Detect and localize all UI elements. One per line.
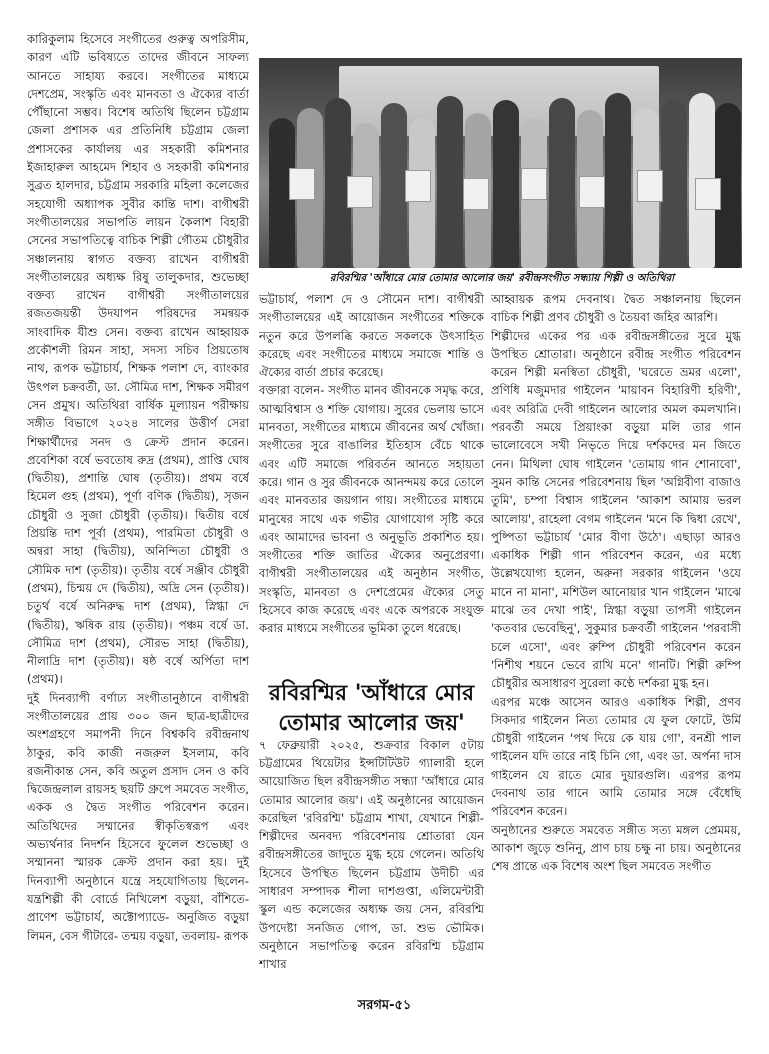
article-paragraph: আহ্বায়ক রূপম দেবনাথ। দ্বৈত সঞ্চালনায় ছিলেন বাচিক শিল্পী প্রণব চৌধুরী ও তৈয়বা জহির আরশি।: [491, 292, 741, 325]
person-figure: [661, 100, 687, 268]
article-paragraph: বক্তারা বলেন- সংগীত মানব জীবনকে সমৃদ্ধ করে, আত্মবিশ্বাস ও শক্তি যোগায়। সুরের ভেলায় ভাসে মানবতা, সংগীতের মাধ্যমে জীবনের অর্থ খোঁজা। সংগীতের সুরে বাঙালির ইতিহাস বেঁচে থাকে এবং এটি সমাজে পরিবর্তন আনতে সহায়তা করে। গান ও সুর জীবনকে আনন্দময় করে তোলে এবং মানবতার জয়গান গায়। সংগীতের মাধ্যমে মানুষের সাথে এক গভীর যোগাযোগ সৃষ্টি করে এবং আমাদের ভাবনা ও অনুভূতি প্রকাশিত হয়। সংগীতের শক্তি জাতির ঐক্যের অনুপ্রেরণা। বাগীশ্বরী সংগীতালয়ের এই অনুষ্ঠান সংগীত, সংস্কৃতি, মানবতা ও দেশপ্রেমের ঐক্যের সেতু হিসেবে কাজ করেছে এবং একে অপরকে সংযুক্ত করার মাধ্যমে সংগীতের ভূমিকা তুলে ধরেছে।: [259, 383, 484, 636]
article-paragraph: এরপর মঞ্চে আসেন আরও একাধিক শিল্পী, প্রণব সিকদার গাইলেন নিত্য তোমার যে ফুল ফোটে, উর্মি চৌধুরী গাইলেন 'পথ দিয়ে কে যায় গো', বনশ্রী পাল গাইলেন যদি তারে নাই চিনি গো, এবং ডা. অর্পনা দাস গাইলেন যে রাতে মোর দুয়ারগুলি। এরপর রূপম দেবনাথ তার গানে আমি তোমার সঙ্গে বেঁধেছি পরিবেশন করেন।: [491, 694, 741, 819]
article-paragraph: ভট্টাচার্য, পলাশ দে ও সৌমেন দাশ। বাগীশ্বরী সংগীতালয়ের এই আয়োজন সংগীতের শক্তিকে নতুন করে উপলব্ধি করতে সকলকে উৎসাহিত করেছে এবং সংগীতের মাধ্যমে সমাজে শান্তি ও ঐক্যের বার্তা প্রচার করেছে।: [259, 292, 484, 380]
article-headline: রবিরশ্মির 'আঁধারে মোর তোমার আলোর জয়': [268, 680, 475, 736]
article-paragraph: ৭ ফেব্রুয়ারী ২০২৫, শুক্রবার বিকাল ৫টায় চট্টগ্রামের থিয়েটার ইন্সটিটিউট গ্যালারী হলে আয়োজিত ছিল রবীন্দ্রসঙ্গীত সন্ধ্যা 'আঁধারে মোর তোমার আলোর জয়'। এই অনুষ্ঠানের আয়োজন করেছিল 'রবিরশ্মি' চট্টগ্রাম শাখা, যেখানে শিল্পী-শিল্পীদের অনবদ্য পরিবেশনায় শ্রোতারা যেন রবীন্দ্রসঙ্গীতের জাদুতে মুগ্ধ হয়ে গেলেন। অতিথি হিসেবে উপস্থিত ছিলেন চট্টগ্রাম উদীচী এর সাধারণ সম্পাদক শীলা দাশগুপ্তা, এলিমেন্টারী স্কুল এন্ড কলেজের অধ্যক্ষ জয় সেন, রবিরশ্মি উপদেষ্টা সনজিত গোপ, ডা. শুভ ভৌমিক। অনুষ্ঠানে সভাপতিত্ব করেন রবিরশ্মি চট্টগ্রাম শাখার: [259, 737, 484, 972]
book-prop: [637, 170, 663, 202]
photo-caption: রবিরশ্মির 'আঁধারে মোর তোমার আলোর জয়' রবীন্দ্রসংগীত সন্ধ্যায় শিল্পী ও অতিথিরা: [329, 273, 675, 284]
article-column-1: [27, 30, 249, 980]
article-paragraph: শিল্পীদের একের পর এক রবীন্দ্রসঙ্গীতের সুরে মুগ্ধ উপস্থিত শ্রোতারা। অনুষ্ঠানে রবীন্দ্র সংগীত পরিবেশন করেন শিল্পী মনস্বিতা চৌধুরী, 'ঘরেতে ভ্রমর এলো', প্রণিধি মজুমদার গাইলেন 'মায়াবন বিহারিণী হরিণী', এবং অরিত্রি দেবী গাইলেন আলোর অমল কমলখানি। পরবর্তী সময়ে প্রিয়াংকা বড়ুয়া মলি তার গান ভালোবেসে সখী নিভৃতে দিয়ে দর্শকদের মন জিতে নেন। মিথিলা ঘোষ গাইলেন 'তোমায় গান শোনাবো', সুমন কান্তি সেনের পরিবেশনায় ছিল 'অগ্নিবীণা বাজাও তুমি', চম্পা বিশ্বাস গাইলেন 'আকাশ আমায় ভরল আলোয়', রাহেলা বেগম গাইলেন 'মনে কি দ্বিধা রেখে', পুষ্পিতা ভট্টাচার্য 'মোর বীণা উঠে'। এছাড়া আরও একাধিক শিল্পী গান পরিবেশন করেন, এর মধ্যে উল্লেখযোগ্য হলেন, অরুনা সরকার গাইলেন 'ওযে মানে না মানা', মশিউল আনোয়ার খান গাইলেন 'মাঝে মাঝে তব দেখা পাই', স্নিগ্ধা বড়ুয়া তাপসী গাইলেন 'কতবার ভেবেছিনু', সুকুমার চক্রবর্তী গাইলেন 'পরবাসী চলে এসো', এবং রুম্পি চৌধুরী পরিবেশন করেন 'নিশীথ শয়নে ভেবে রাখি মনে' গানটি। শিল্পী রুম্পি চৌধুরীর অসাধারণ সুরেলা কণ্ঠে দর্শকরা মুগ্ধ হন।: [491, 328, 741, 691]
page-number: সরগম-৫১: [357, 998, 412, 1013]
person-figure: [437, 96, 463, 268]
book-prop: [405, 170, 431, 202]
article-paragraph: কারিকুলাম হিসেবে সংগীতের গুরুত্ব অপরিসীম, কারণ এটি ভবিষ্যতে তাদের জীবনে সাফল্য আনতে সাহায্য করবে। সংগীতের মাধ্যমে দেশপ্রেম, সংস্কৃতি এবং মানবতা ও ঐক্যের বার্তা পৌঁছানো সম্ভব। বিশেষ অতিথি ছিলেন চট্টগ্রাম জেলা প্রশাসক এর প্রতিনিধি চট্টগ্রাম জেলা প্রশাসকের কার্যালয় এর সহকারী কমিশনার ইজাহারুল আহমেদ শিহাব ও সহকারী কমিশনার সুব্রত হালদার, চট্টগ্রাম সরকারি মহিলা কলেজের সহযোগী অধ্যাপক সুবীর কান্তি দাশ। বাগীশ্বরী সংগীতালয়ের সভাপতি লায়ন কৈলাশ বিহারী সেনের সভাপতিত্বে বাচিক শিল্পী গৌতম চৌধুরীর সঞ্চালনায় স্বাগত বক্তব্য রাখেন বাগীশ্বরী সংগীতালয়ের অধ্যক্ষ রিষু তালুকদার, শুভেচ্ছা বক্তব্য রাখেন বাগীশ্বরী সংগীতালয়ের রজতজয়ন্তী উদযাপন পরিষদের সমন্বয়ক সাংবাদিক যীশু সেন। বক্তব্য রাখেন আহ্বায়ক প্রকৌশলী রিমন সাহা, সদস্য সচিব প্রিয়তোষ নাথ, রূপক ভট্টাচার্য, শিক্ষক পলাশ দে, ব্যাংকার উৎপল চক্রবর্তী, ডা. সৌমিত্র দাশ, শিক্ষক সমীরণ সেন প্রমুখ। অতিথিরা বার্ষিক মূল্যায়ন পরীক্ষায় সঙ্গীত বিভাগে ২০২৪ সালের উত্তীর্ণ সেরা শিক্ষার্থীদের সনদ ও ক্রেস্ট প্রদান করেন। প্রবেশিকা বর্ষে ভবতোষ রুদ্র (প্রথম), প্রাপ্তি ঘোষ (দ্বিতীয়), প্রশান্তি ঘোষ (তৃতীয়)। প্রথম বর্ষে হিমেল গুহ (প্রথম), পূর্ণা বণিক (দ্বিতীয়), সৃজন চৌধুরী ও সুজা চৌধুরী (তৃতীয়)। দ্বিতীয় বর্ষে প্রিয়ন্তি দাশ পূর্বা (প্রথম), পারমিতা চৌধুরী ও অন্বরা সাহা (দ্বিতীয়), অনিন্দিতা চৌধুরী ও সৌমিক দাশ (তৃতীয়)। তৃতীয় বর্ষে সঞ্জীব চৌধুরী (প্রথম), চিন্ময় দে (দ্বিতীয়), অদ্রি সেন (তৃতীয়)। চতুর্থ বর্ষে অনিরুদ্ধ দাশ (প্রথম), স্নিগ্ধা দে (দ্বিতীয়), ঋষিক রায় (তৃতীয়)। পঞ্চম বর্ষে ডা. সৌমিত্র দাশ (প্রথম), সৌরভ সাহা (দ্বিতীয়), নীলাদ্রি দাশ (তৃতীয়)। ষষ্ঠ বর্ষে অর্পিতা দাশ (প্রথম)।: [27, 32, 249, 687]
article-paragraph: দুই দিনব্যাপী বর্ণাঢ্য সংগীতানুষ্ঠানে বাগীশ্বরী সংগীতালয়ের প্রায় ৩০০ জন ছাত্র-ছাত্রীদের অংশগ্রহণে সমাপনী দিনে বিশ্বকবি রবীন্দ্রনাথ ঠাকুর, কবি কাজী নজরুল ইসলাম, কবি রজনীকান্ত সেন, কবি অতুল প্রসাদ সেন ও কবি দ্বিজেন্দ্রলাল রায়সহ ছয়টি গ্রুপে সমবেত সংগীত, একক ও দ্বৈত সংগীত পরিবেশন করেন। অতিথিদের সম্মানের স্বীকৃতিস্বরূপ এবং অভ্যর্থনার নিদর্শন হিসেবে ফুলেল শুভেচ্ছা ও সম্মাননা স্মারক ক্রেস্ট প্রদান করা হয়। দুই দিনব্যাপী অনুষ্ঠানে যন্ত্রে সহযোগিতায় ছিলেন- যন্ত্রশিল্পী কী বোর্ডে নিখিলেশ বড়ুয়া, বাঁশিতে- প্রাণেশ ভট্টাচার্য, অক্টোপ্যাডে- অনুজিত বড়ুয়া লিমন, বেস গীটারে- তন্ময় বড়ুয়া, তবলায়- রূপক: [27, 690, 249, 943]
person-figure: [493, 100, 519, 268]
person-figure: [381, 103, 407, 268]
book-prop: [347, 176, 373, 208]
book-prop: [463, 178, 489, 210]
book-prop: [521, 168, 547, 200]
book-prop: [289, 168, 315, 200]
person-figure: [605, 93, 631, 268]
person-figure: [549, 98, 575, 268]
article-column-2: [259, 290, 484, 980]
event-photo: [259, 58, 742, 268]
article-column-3: [491, 290, 741, 980]
article-paragraph: অনুষ্ঠানের শুরুতে সমবেত সঙ্গীত সত্য মঙ্গল প্রেমময়, আকাশ জুড়ে শুনিনু, প্রাণ চায় চক্ষু না চায়। অনুষ্ঠানের শেষ প্রান্তে এক বিশেষ অংশ ছিল সমবেত সংগীত: [491, 822, 741, 874]
book-prop: [579, 176, 605, 208]
book-prop: [695, 178, 721, 210]
